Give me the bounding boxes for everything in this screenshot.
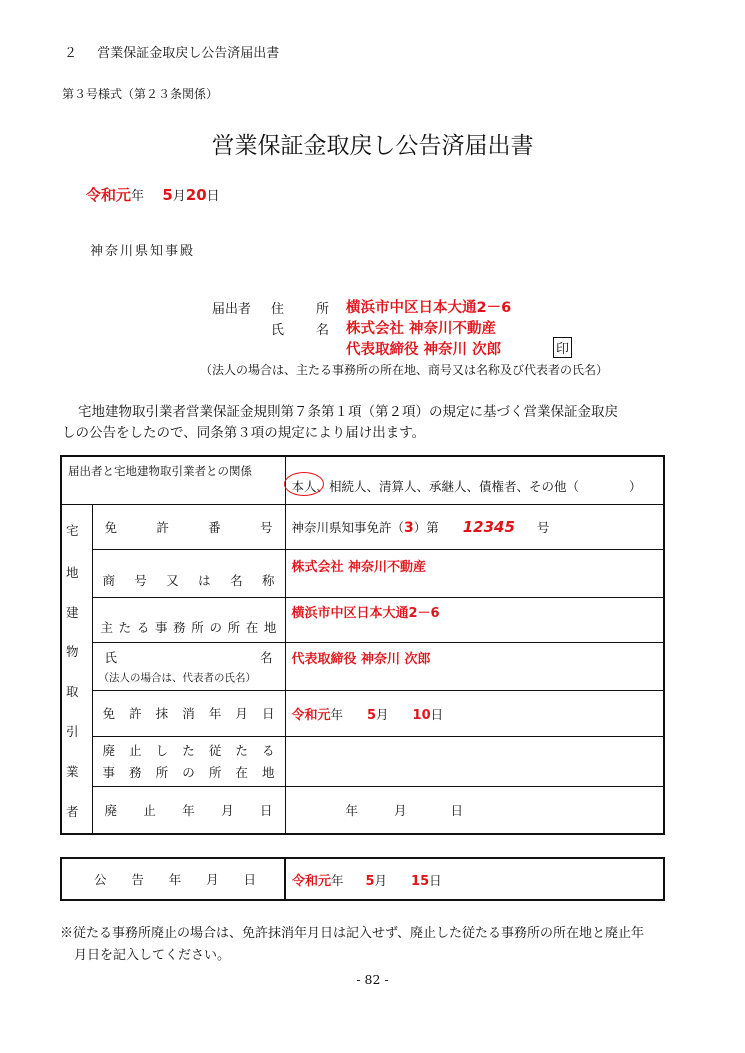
side-char-2: 地 [66, 565, 79, 580]
revocation-label: 免 許 抹 消 年 月 日 [92, 690, 285, 736]
license-suffix: 号 [536, 519, 550, 535]
revocation-value: 令和元年 5月 10日 [285, 690, 664, 736]
section-heading [64, 42, 279, 61]
applicant-note: （法人の場合は、主たる事務所の所在地、商号又は名称及び代表者の氏名） [200, 363, 609, 377]
closed-date-value: 年 月 日 [285, 786, 664, 834]
closed-date-label: 廃 止 年 月 日 [92, 786, 285, 834]
side-char-1: 宅 [66, 523, 79, 538]
applicant-representative: 代表取締役 神奈川 次郎 [346, 342, 502, 358]
license-number: 12345 [462, 517, 515, 536]
body-text-line1: 宅地建物取引業者営業保証金規則第７条第１項（第２項）の規定に基づく営業保証金取戻 [78, 404, 618, 420]
side-char-3: 建 [66, 605, 79, 620]
footnote-line1: ※従たる事務所廃止の場合は、免許抹消年月日は記入せず、廃止した従たる事務所の所在地と廃止年 [60, 926, 644, 941]
date-era: 令和元 [86, 186, 132, 204]
submission-date [86, 184, 220, 205]
closed-office-row [61, 736, 664, 786]
closed-date-row [61, 786, 664, 834]
page-number: - 82 - [356, 972, 389, 987]
relation-options: 本人、相続人、清算人、承継人、債権者、その他（ ） [291, 479, 642, 495]
addressee: 神奈川県知事殿 [90, 244, 196, 259]
name-label-2: 名 [316, 323, 330, 338]
license-prefix: 神奈川県知事免許（ [291, 519, 405, 535]
name-row [61, 642, 664, 690]
address-label-2: 所 [316, 302, 330, 317]
office-label: 主 た る 事 務 所 の 所 在 地 [92, 597, 285, 642]
page-title: 営業保証金取戻し公告済届出書 [211, 133, 534, 159]
address-label-1: 住 [271, 302, 285, 317]
applicant-company: 株式会社 神奈川不動産 [346, 321, 497, 337]
name-value: 代表取締役 神奈川 次郎 [285, 642, 664, 690]
trade-name-label: 商 号 又 は 名 称 [92, 549, 285, 597]
trade-name-row [61, 549, 664, 597]
date-day-unit: 日 [206, 189, 220, 204]
name-label: 氏 名 （法人の場合は、代表者の氏名） [92, 642, 285, 690]
relation-label: 届出者と宅地建物取引業者との関係 [61, 456, 285, 504]
applicant-label: 届出者 [212, 302, 252, 317]
side-char-4: 物 [66, 644, 79, 659]
revocation-row [61, 690, 664, 736]
date-month: 5 [162, 186, 173, 204]
side-label-cell [61, 504, 92, 834]
closed-office-value [285, 736, 664, 786]
applicant-address: 横浜市中区日本大通2－6 [346, 300, 512, 316]
body-text-line2: しの公告をしたので、同条第３項の規定により届け出ます。 [62, 425, 426, 441]
closed-office-label: 廃 止 し た 従 た る 事 務 所 の 所 在 地 [92, 736, 285, 786]
office-row [61, 597, 664, 642]
date-day: 20 [185, 186, 207, 204]
section-number: ２ [64, 46, 78, 61]
license-value [285, 504, 664, 549]
license-label: 免 許 番 号 [92, 504, 285, 549]
dealer-info-table [60, 455, 665, 835]
relation-options-cell [285, 456, 664, 504]
notice-table [60, 857, 665, 901]
seal-mark: 印 [553, 337, 572, 358]
footnote-line2: 月日を記入してください。 [74, 948, 231, 963]
notice-value: 令和元年 5月 15日 [285, 858, 664, 900]
license-mid: ）第 [413, 519, 439, 535]
side-char-8: 者 [66, 804, 79, 819]
side-char-6: 引 [66, 724, 79, 739]
license-row [61, 504, 664, 549]
form-number: 第３号様式（第２３条関係） [62, 87, 219, 101]
office-value: 横浜市中区日本大通2－6 [285, 597, 664, 642]
name-note: （法人の場合は、代表者の氏名） [98, 671, 256, 684]
notice-row [61, 858, 664, 900]
section-title: 営業保証金取戻し公告済届出書 [97, 46, 280, 61]
trade-name-value: 株式会社 神奈川不動産 [285, 549, 664, 597]
license-count: 3 [404, 519, 414, 536]
date-month-unit: 月 [172, 189, 186, 204]
selected-relation-circle [284, 472, 324, 496]
side-char-7: 業 [66, 764, 79, 779]
name-label-1: 氏 [271, 323, 285, 338]
notice-label: 公 告 年 月 日 [61, 858, 285, 900]
relation-row [61, 456, 664, 504]
date-year-unit: 年 [131, 189, 145, 204]
side-char-5: 取 [66, 684, 79, 699]
